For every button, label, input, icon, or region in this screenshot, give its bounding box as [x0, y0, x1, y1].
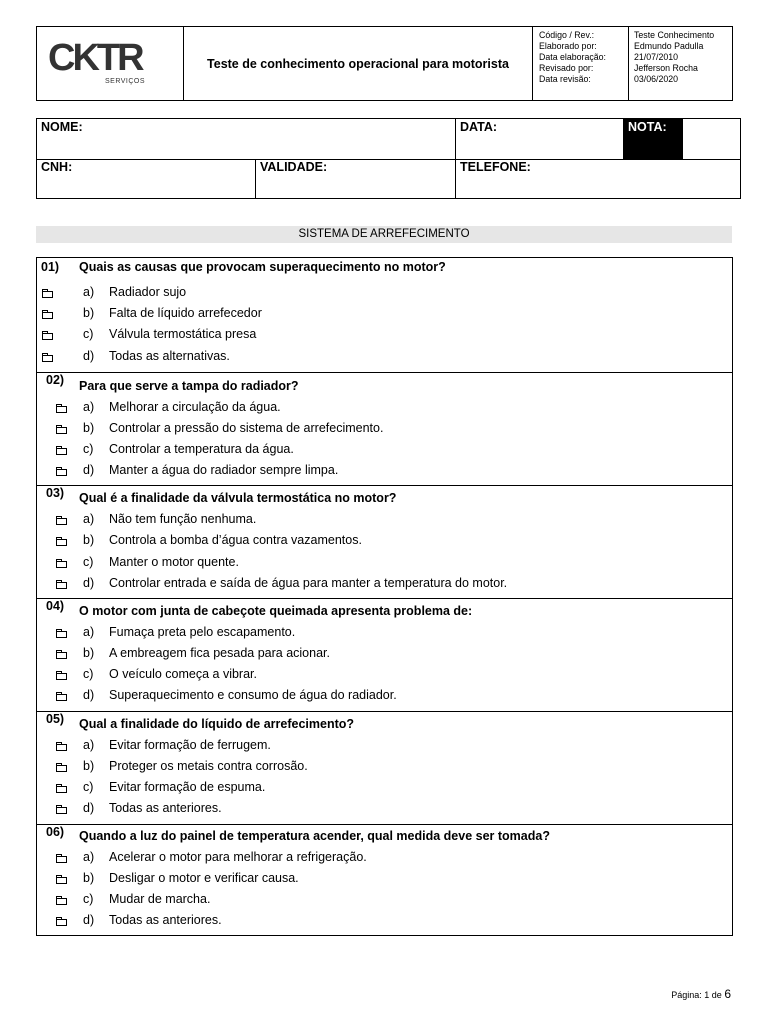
option-letter: d) — [83, 349, 95, 363]
option-letter: a) — [83, 512, 95, 526]
info-row — [37, 159, 740, 199]
option-text: Radiador sujo — [109, 285, 187, 299]
option-letter: c) — [83, 555, 94, 569]
checkbox-icon[interactable] — [56, 786, 67, 793]
option-text: Manter o motor quente. — [109, 555, 239, 569]
option-letter: b) — [83, 759, 95, 773]
option-letter: d) — [83, 801, 95, 815]
option-letter: d) — [83, 688, 95, 702]
meta-values — [629, 27, 732, 100]
meta-labels — [533, 27, 629, 100]
option-letter: c) — [83, 780, 94, 794]
checkbox-icon[interactable] — [42, 291, 53, 298]
checkbox-icon[interactable] — [56, 807, 67, 814]
option-text: Desligar o motor e verificar causa. — [109, 871, 299, 885]
question-text: Quais as causas que provocam superaquecimento no motor? — [79, 260, 446, 274]
option-letter: c) — [83, 442, 94, 456]
option-text: Todas as anteriores. — [109, 801, 222, 815]
option-text: Superaquecimento e consumo de água do radiador. — [109, 688, 397, 702]
option-letter: a) — [83, 738, 95, 752]
question-text: Qual a finalidade do líquido de arrefecimento? — [79, 717, 355, 731]
checkbox-icon[interactable] — [56, 877, 67, 884]
option-letter: d) — [83, 576, 95, 590]
checkbox-icon[interactable] — [56, 765, 67, 772]
option-letter: b) — [83, 533, 95, 547]
option-letter: b) — [83, 421, 95, 435]
document-header — [36, 26, 733, 101]
question-text: Quando a luz do painel de temperatura acender, qual medida deve ser tomada? — [79, 829, 550, 843]
cnh-field[interactable]: CNH: — [37, 159, 256, 199]
data-field[interactable]: DATA: — [456, 119, 624, 159]
section-title: SISTEMA DE ARREFECIMENTO — [36, 226, 732, 243]
meta-label: Data revisão: — [539, 74, 591, 84]
checkbox-icon[interactable] — [56, 469, 67, 476]
meta-value: Jefferson Rocha — [634, 63, 698, 73]
logo-text: CKTR — [48, 37, 142, 79]
question-block — [37, 824, 732, 936]
question-number: 04) — [46, 599, 65, 613]
checkbox-icon[interactable] — [56, 631, 67, 638]
option-letter: b) — [83, 646, 95, 660]
page-current: 1 — [704, 990, 710, 1000]
option-letter: a) — [83, 285, 95, 299]
question-block — [37, 485, 732, 599]
checkbox-icon[interactable] — [56, 406, 67, 413]
option-letter: c) — [83, 892, 94, 906]
nota-field: NOTA: — [624, 119, 682, 159]
question-text: Para que serve a tampa do radiador? — [79, 379, 299, 393]
option-text: Controlar a temperatura da água. — [109, 442, 294, 456]
option-text: Controlar entrada e saída de água para manter a temperatura do motor. — [109, 576, 508, 590]
checkbox-icon[interactable] — [42, 355, 53, 362]
option-letter: c) — [83, 327, 94, 341]
checkbox-icon[interactable] — [56, 448, 67, 455]
document-title: Teste de conhecimento operacional para motorista — [184, 27, 533, 100]
option-text: Todas as alternativas. — [109, 349, 230, 363]
question-block — [37, 598, 732, 712]
meta-value: 03/06/2020 — [634, 74, 679, 84]
question-number: 02) — [46, 373, 65, 387]
question-number: 05) — [46, 712, 65, 726]
page-footer — [671, 987, 731, 1001]
option-text: Proteger os metais contra corrosão. — [109, 759, 308, 773]
option-letter: a) — [83, 400, 95, 414]
questions-container — [36, 257, 733, 936]
validade-field[interactable]: VALIDADE: — [256, 159, 456, 199]
question-block — [37, 258, 732, 372]
page-total: 6 — [724, 987, 731, 1001]
checkbox-icon[interactable] — [56, 919, 67, 926]
question-number: 06) — [46, 825, 65, 839]
nome-field[interactable]: NOME: — [37, 119, 456, 159]
option-text: Válvula termostática presa — [109, 327, 257, 341]
meta-value: 21/07/2010 — [634, 52, 679, 62]
question-block — [37, 372, 732, 486]
page-label: Página: — [671, 990, 702, 1000]
meta-value: Edmundo Padulla — [634, 41, 704, 51]
option-text: Acelerar o motor para melhorar a refrigeração. — [109, 850, 367, 864]
info-row — [37, 119, 740, 160]
option-letter: d) — [83, 913, 95, 927]
option-text: Controla a bomba d’água contra vazamentos. — [109, 533, 362, 547]
question-text: O motor com junta de cabeçote queimada apresenta problema de: — [79, 604, 473, 618]
option-text: A embreagem fica pesada para acionar. — [109, 646, 330, 660]
checkbox-icon[interactable] — [56, 582, 67, 589]
student-info-box — [36, 118, 741, 199]
question-number: 03) — [46, 486, 65, 500]
option-text: Controlar a pressão do sistema de arrefecimento. — [109, 421, 384, 435]
meta-label: Revisado por: — [539, 63, 594, 73]
option-letter: a) — [83, 625, 95, 639]
option-text: Não tem função nenhuma. — [109, 512, 257, 526]
question-number: 01) — [41, 260, 60, 274]
meta-label: Data elaboração: — [539, 52, 606, 62]
checkbox-icon[interactable] — [56, 427, 67, 434]
option-letter: b) — [83, 306, 95, 320]
checkbox-icon[interactable] — [56, 898, 67, 905]
telefone-field[interactable]: TELEFONE: — [460, 160, 531, 174]
checkbox-icon[interactable] — [56, 652, 67, 659]
meta-label: Elaborado por: — [539, 41, 597, 51]
option-letter: a) — [83, 850, 95, 864]
checkbox-icon[interactable] — [56, 856, 67, 863]
checkbox-icon[interactable] — [56, 539, 67, 546]
option-letter: c) — [83, 667, 94, 681]
checkbox-icon[interactable] — [56, 744, 67, 751]
checkbox-icon[interactable] — [56, 673, 67, 680]
option-text: Manter a água do radiador sempre limpa. — [109, 463, 339, 477]
option-text: Mudar de marcha. — [109, 892, 211, 906]
option-text: O veículo começa a vibrar. — [109, 667, 257, 681]
question-text: Qual é a finalidade da válvula termostática no motor? — [79, 491, 397, 505]
meta-value: Teste Conhecimento — [634, 30, 715, 40]
company-logo — [37, 27, 184, 100]
logo-subtitle: SERVIÇOS — [105, 78, 146, 85]
checkbox-icon[interactable] — [56, 518, 67, 525]
checkbox-icon[interactable] — [56, 694, 67, 701]
option-text: Evitar formação de ferrugem. — [109, 738, 271, 752]
option-letter: b) — [83, 871, 95, 885]
page-of: de — [711, 990, 722, 1000]
question-block — [37, 711, 732, 825]
checkbox-icon[interactable] — [56, 561, 67, 568]
option-letter: d) — [83, 463, 95, 477]
option-text: Melhorar a circulação da água. — [109, 400, 281, 414]
option-text: Fumaça preta pelo escapamento. — [109, 625, 296, 639]
option-text: Evitar formação de espuma. — [109, 780, 266, 794]
checkbox-icon[interactable] — [42, 333, 53, 340]
checkbox-icon[interactable] — [42, 312, 53, 319]
meta-label: Código / Rev.: — [539, 30, 595, 40]
option-text: Todas as anteriores. — [109, 913, 222, 927]
option-text: Falta de líquido arrefecedor — [109, 306, 262, 320]
nota-value-field[interactable] — [682, 119, 740, 159]
